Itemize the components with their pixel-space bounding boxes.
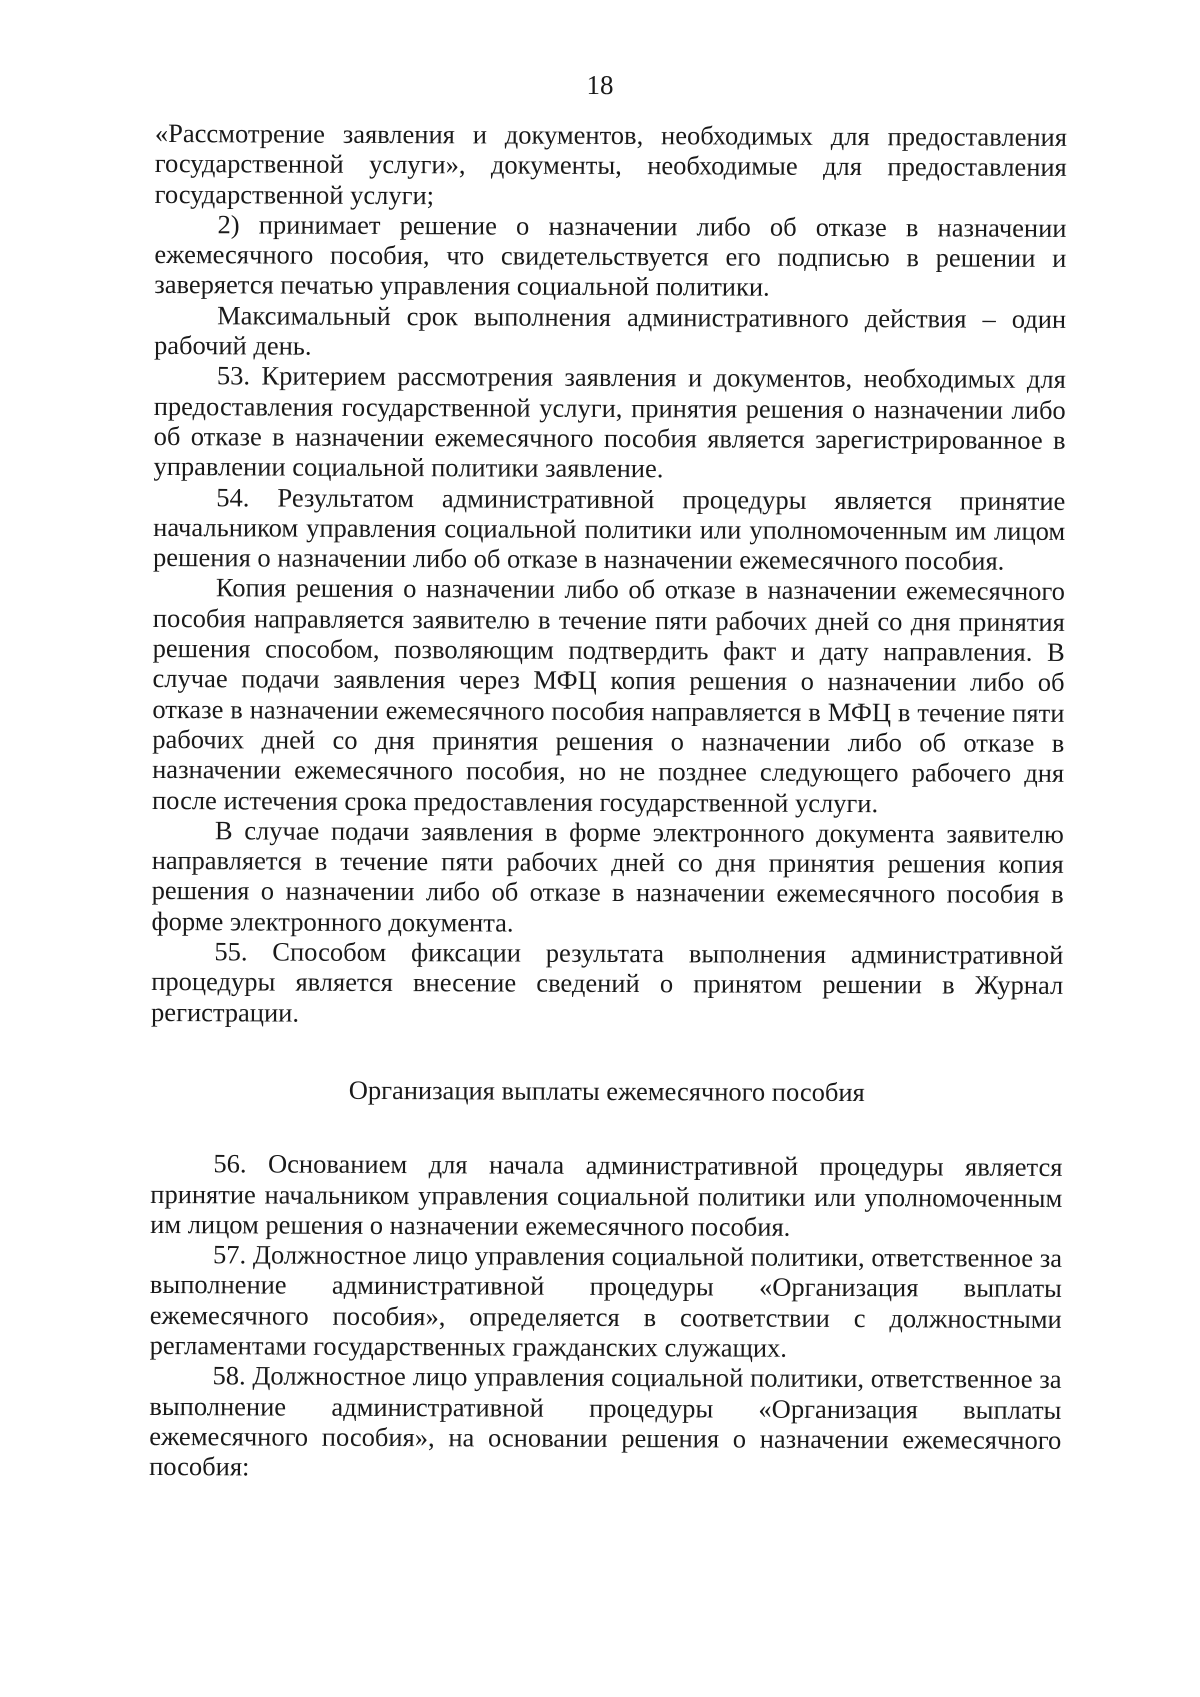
paragraph: «Рассмотрение заявления и документов, необходимых для предоставления государственной услуги», документы, необходимые для предоставления государственной услуги; [154,118,1067,210]
paragraph: 57. Должностное лицо управления социальной политики, ответственное за выполнение административной процедуры «Организация выплаты ежемесячного пособия», определяется в соответствии с должностными регламентами государственных гражданских служащих. [149,1239,1063,1363]
paragraph: 56. Основанием для начала административной процедуры является принятие начальником управления социальной политики или уполномоченным им лицом решения о назначении ежемесячного пособия. [150,1148,1063,1242]
paragraph: 58. Должностное лицо управления социальной политики, ответственное за выполнение административной процедуры «Организация выплаты ежемесячного пособия», на основании решения о назначении ежемесячного пособия: [149,1360,1062,1482]
paragraph: 54. Результатом административной процедуры является принятие начальником управления социальной политики или уполномоченным им лицом решения о назначении либо об отказе в назначении ежемесячного пособия. [153,481,1066,576]
paragraph: 53. Критерием рассмотрения заявления и документов, необходимых для предоставления государственной услуги, принятия решения о назначении либо об отказе в назначении ежемесячного пособия является зарегистрированное в управлении социальной политики заявление. [153,360,1066,484]
paragraphs-before-heading [151,118,1067,1031]
document-body [149,118,1067,1485]
paragraphs-after-heading [149,1148,1062,1485]
paragraph: 55. Способом фиксации результата выполнения административной процедуры является внесение сведений о принятом решении в Журнал регистрации. [151,936,1064,1028]
paragraph: Максимальный срок выполнения административного действия – один рабочий день. [153,300,1067,361]
paragraph: 2) принимает решение о назначении либо об отказе в назначении ежемесячного пособия, что свидетельствуется его подписью в решении и заверяется печатью управления социальной политики. [154,209,1067,303]
section-heading: Организация выплаты ежемесячного пособия [348,1074,865,1108]
paragraph: В случае подачи заявления в форме электронного документа заявителю направляется в течение пяти рабочих дней со дня принятия решения копия решения о назначении либо об отказе в назначении ежемесячного пособия в форме электронного документа. [151,815,1064,938]
page-number: 18 [586,70,614,100]
paragraph: Копия решения о назначении либо об отказе в назначении ежемесячного пособия направляется заявителю в течение пяти рабочих дней со дня принятия решения способом, позволяющим подтвердить факт и дату направления. В случае подачи заявления через МФЦ копия решения о назначении либо об отказе в назначении ежемесячного пособия направляется в МФЦ в течение пяти рабочих дней со дня принятия решения о назначении либо об отказе в назначении ежемесячного пособия, но не позднее следующего рабочего дня после истечения срока предоставления государственной услуги. [151,572,1066,818]
